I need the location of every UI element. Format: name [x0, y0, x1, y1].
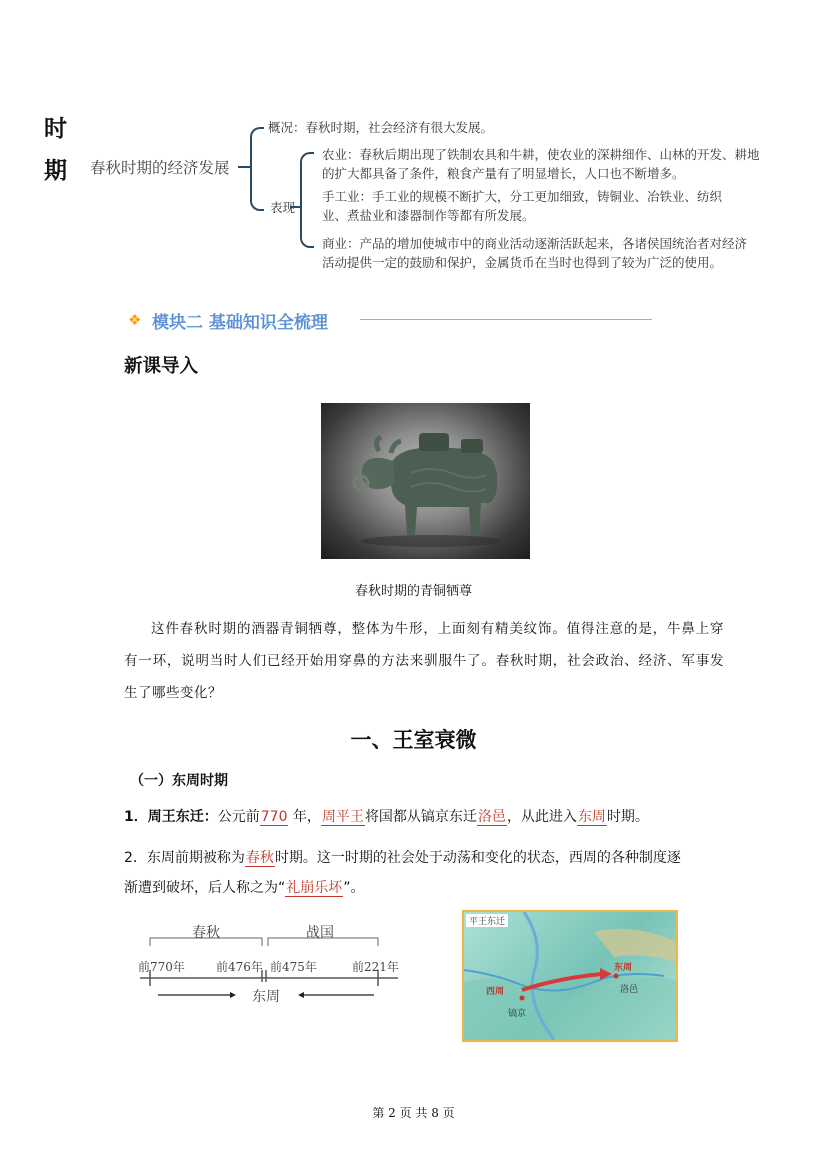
intro-paragraph	[124, 613, 724, 709]
side-char-qi: 期	[44, 157, 67, 184]
item-2-text-c: 渐遭到破坏，后人称之为“	[124, 880, 286, 896]
item-2-text-d: ”。	[343, 880, 365, 896]
tick-476: 前476年	[216, 960, 263, 974]
agriculture-line-2: 的扩大都具备了条件，粮食产量有了明显增长，人口也不断增多。	[322, 166, 685, 181]
item-2-line-1	[124, 843, 724, 873]
tick-475: 前475年	[270, 960, 317, 974]
item-1-text-a: 公元前	[217, 809, 260, 825]
item-1-text-e: 时期。	[606, 809, 649, 825]
banner-divider	[360, 319, 652, 320]
agriculture-line-1: 农业：春秋后期出现了铁制农具和牛耕，使农业的深耕细作、山林的开发、耕地	[322, 147, 760, 162]
mindmap-main-brace	[250, 127, 264, 211]
mindmap-topic: 春秋时期的经济发展	[90, 159, 230, 177]
timeline-eastern-zhou: 东周	[252, 989, 280, 1005]
blank-libengyuehuai: 礼崩乐坏	[286, 880, 343, 896]
map-label-haojing: 镐京	[508, 1009, 527, 1019]
item-2-line-2	[124, 873, 724, 903]
item-2-text-b: 时期。这一时期的社会处于动荡和变化的状态，西周的各种制度逐	[274, 850, 681, 866]
mindmap-handicraft	[322, 187, 722, 225]
timeline-spring-autumn: 春秋	[192, 925, 220, 941]
map-label-east: 东周	[614, 963, 633, 973]
tick-221: 前221年	[352, 960, 399, 974]
mindmap-connector	[238, 166, 250, 168]
side-char-shi: 时	[44, 115, 67, 142]
mindmap-overview: 概况：春秋时期，社会经济有很大发展。	[268, 120, 494, 135]
mindmap-sub-brace	[300, 152, 314, 248]
blank-chunqiu: 春秋	[245, 850, 274, 866]
mindmap-sub-connector	[290, 206, 300, 208]
blank-770: 770	[260, 809, 288, 825]
mindmap-branch-label: 表现	[270, 200, 296, 215]
blank-luoyi: 洛邑	[477, 809, 506, 825]
commerce-line-2: 活动提供一定的鼓励和保护，金属货币在当时也得到了较为广泛的使用。	[322, 255, 723, 270]
item-2	[124, 843, 724, 903]
bronze-ox-vessel-image	[321, 403, 530, 559]
mindmap-agriculture	[322, 145, 760, 183]
migration-map	[462, 910, 678, 1042]
item-1-text-b: 年，	[292, 809, 321, 825]
item-1-label: 1．周王东迁：	[124, 809, 218, 825]
item-1-text-c: 将国都从镐京东迁	[364, 809, 477, 825]
timeline-diagram	[138, 920, 400, 1010]
section-title: 一、王室衰微	[350, 727, 477, 752]
page-footer: 第 2 页 共 8 页	[372, 1106, 455, 1120]
intro-paragraph-text: 这件春秋时期的酒器青铜牺尊，整体为牛形，上面刻有精美纹饰。值得注意的是，牛鼻上穿有一环，说明当时人们已经开始用穿鼻的方法来驯服牛了。春秋时期，社会政治、经济、军事发生了哪些变化？	[124, 621, 724, 701]
blank-dongzhou: 东周	[577, 809, 606, 825]
timeline-warring-states: 战国	[306, 925, 334, 941]
handicraft-line-2: 业、煮盐业和漆器制作等都有所发展。	[322, 208, 535, 223]
blank-zhou-pingwang: 周平王	[321, 809, 364, 825]
map-terrain	[464, 912, 676, 1040]
item-1-text-d: ，从此进入	[506, 809, 577, 825]
double-diamond-icon: ❖	[128, 311, 142, 329]
map-label-west: 西周	[486, 987, 505, 997]
map-label-luoyi: 洛邑	[620, 985, 639, 995]
module-banner	[128, 306, 653, 332]
image-caption: 春秋时期的青铜牺尊	[354, 584, 472, 599]
module-title: 模块二 基础知识全梳理	[152, 313, 328, 333]
tick-770: 前770年	[138, 960, 185, 974]
item-1	[124, 806, 724, 826]
item-2-text-a: 2．东周前期被称为	[124, 850, 245, 866]
commerce-line-1: 商业：产品的增加使城市中的商业活动逐渐活跃起来，各诸侯国统治者对经济	[322, 236, 748, 251]
intro-heading: 新课导入	[124, 356, 199, 377]
bronze-ox-illustration	[321, 403, 530, 559]
handicraft-line-1: 手工业：手工业的规模不断扩大，分工更加细致，铸铜业、冶铁业、纺织	[322, 189, 723, 204]
mindmap-commerce	[322, 234, 747, 272]
map-title: 平王东迁	[466, 914, 508, 927]
subsection-title: （一）东周时期	[130, 773, 228, 789]
